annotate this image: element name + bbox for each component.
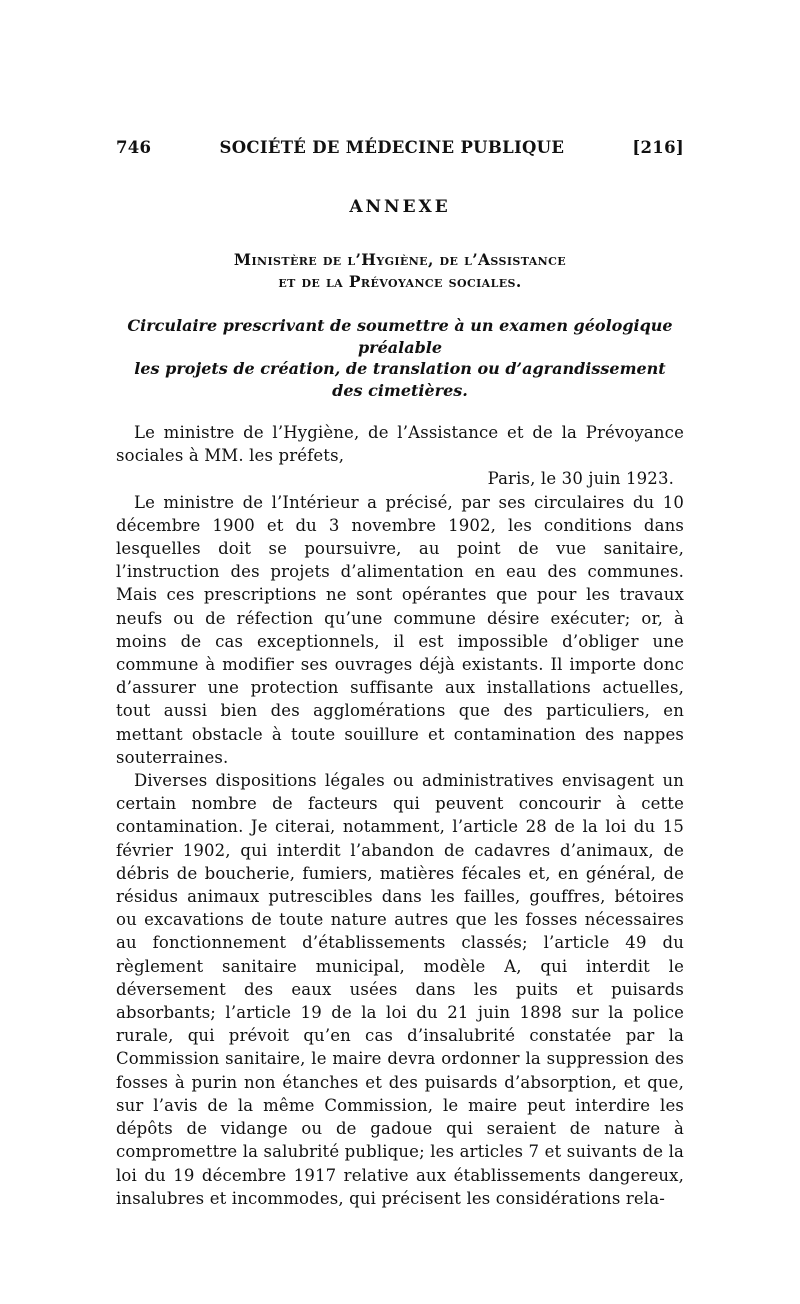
ministry-heading bbox=[116, 249, 684, 293]
circular-line-3: des cimetières. bbox=[332, 380, 468, 400]
circular-line-2: les projets de création, de translation ou d’agrandissement bbox=[134, 359, 666, 378]
annex-title: ANNEXE bbox=[349, 197, 451, 217]
letter-body bbox=[116, 421, 684, 1210]
salutation: Le ministre de l’Hygiène, de l’Assistance et de la Prévoyance sociales à MM. les préfets, bbox=[116, 423, 684, 466]
paragraph-1: Le ministre de l’Intérieur a précisé, par ses circulaires du 10 décembre 1900 et du 3 novembre 1902, les conditions dans lesquelles doit se poursuivre, au point de vue sanitaire, l’instruction des projets d’alimentation en eau des communes. Mais ces prescriptions ne sont opérantes que pour les travaux neufs ou de réfection qu’une commune désire exécuter; or, à moins de cas exceptionnels, il est impossible d’obliger une commune à modifier ses ouvrages déjà existants. Il importe donc d’assurer une protection suffisante aux installations actuelles, tout aussi bien des agglomérations que des particuliers, en mettant obstacle à toute souillure et contamination des nappes souterraines. bbox=[116, 492, 684, 767]
ministry-line-1: Ministère de l’Hygiène, de l’Assistance bbox=[233, 250, 567, 269]
circular-line-1: Circulaire prescrivant de soumettre à un examen géologique préalable bbox=[127, 316, 673, 357]
circular-title bbox=[120, 315, 680, 401]
dateline: Paris, le 30 juin 1923. bbox=[487, 469, 674, 489]
document-page bbox=[116, 138, 684, 1210]
running-head bbox=[116, 138, 684, 157]
page-number: 746 bbox=[116, 138, 152, 157]
ministry-line-2: et de la Prévoyance sociales. bbox=[278, 272, 522, 291]
bracket-page-number: [216] bbox=[632, 138, 684, 157]
running-title: SOCIÉTÉ DE MÉDECINE PUBLIQUE bbox=[219, 138, 565, 157]
paragraph-2: Diverses dispositions légales ou administratives envisagent un certain nombre de facteurs qui peuvent concourir à cette contamination. Je citerai, notamment, l’article 28 de la loi du 15 février 1902, qui interdit l’abandon de cadavres d’animaux, de débris de boucherie, fumiers, matières fécales et, en général, de résidus animaux putrescibles dans les failles, gouffres, bétoires ou excavations de toute nature autres que les fosses nécessaires au fonctionnement d’établissements classés; l’article 49 du règlement sanitaire municipal, modèle A, qui interdit le déversement des eaux usées dans les puits et puisards absorbants; l’article 19 de la loi du 21 juin 1898 sur la police rurale, qui prévoit qu’en cas d’insalubrité constatée par la Commission sanitaire, le maire devra ordonner la suppression des fosses à purin non étanches et des puisards d’absorption, et que, sur l’avis de la même Commission, le maire peut interdire les dépôts de vidange ou de gadoue qui seraient de nature à compromettre la salubrité publique; les articles 7 et suivants de la loi du 19 décembre 1917 relative aux établissements dangereux, insalubres et incommodes, qui précisent les considérations rela- bbox=[116, 771, 684, 1208]
